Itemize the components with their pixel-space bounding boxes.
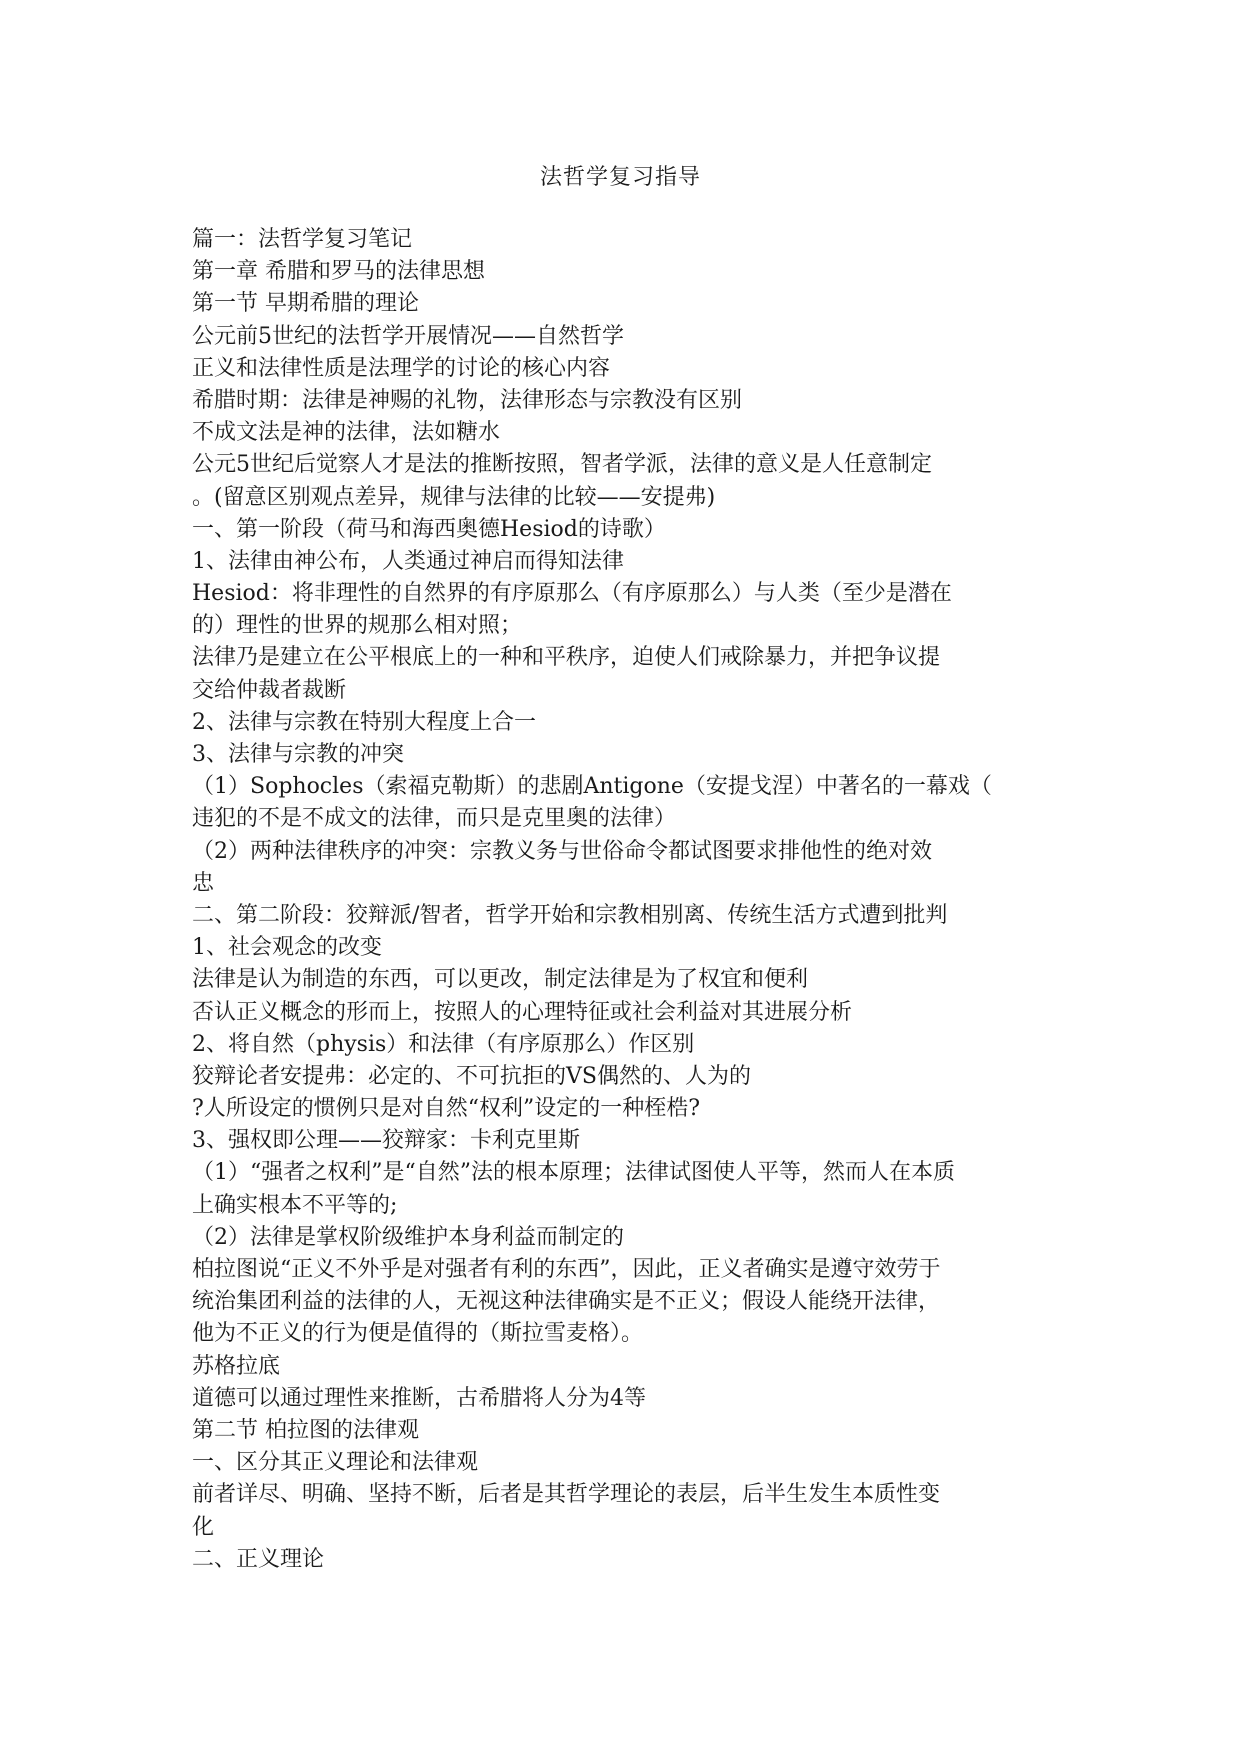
- text-line: 交给仲裁者裁断: [192, 677, 347, 703]
- document-body: [192, 224, 1052, 1576]
- document-title: 法哲学复习指导: [539, 165, 701, 190]
- text-line: 正义和法律性质是法理学的讨论的核心内容: [192, 355, 611, 381]
- text-line: 1、社会观念的改变: [192, 935, 382, 961]
- text-line: ?人所设定的惯例只是对自然“权利”设定的一种桎梏?: [192, 1096, 701, 1122]
- text-line: 2、将自然（physis）和法律（有序原那么）作区别: [192, 1031, 695, 1057]
- text-line: 统治集团利益的法律的人，无视这种法律确实是不正义；假设人能绕开法律，: [192, 1289, 941, 1315]
- text-line: （1）“强者之权利”是“自然”法的根本原理；法律试图使人平等，然而人在本质: [192, 1160, 955, 1186]
- text-line: 前者详尽、明确、坚持不断，后者是其哲学理论的表层，后半生发生本质性变: [192, 1482, 941, 1508]
- text-line: 苏格拉底: [192, 1353, 281, 1379]
- text-line: 违犯的不是不成文的法律，而只是克里奥的法律）: [192, 806, 677, 832]
- text-line: 第一章 希腊和罗马的法律思想: [192, 259, 485, 285]
- text-line: 1、法律由神公布，人类通过神启而得知法律: [192, 548, 624, 574]
- text-line: 篇一：法哲学复习笔记: [192, 227, 413, 252]
- text-line: 法律乃是建立在公平根底上的一种和平秩序，迫使人们戒除暴力，并把争议提: [192, 645, 941, 671]
- text-line: Hesiod：将非理性的自然界的有序原那么（有序原那么）与人类（至少是潜在: [192, 581, 952, 607]
- text-line: 第一节 早期希腊的理论: [192, 291, 419, 317]
- text-line: （2）法律是掌权阶级维护本身利益而制定的: [192, 1224, 624, 1250]
- text-line: 上确实根本不平等的;: [192, 1192, 398, 1218]
- text-line: 不成文法是神的法律，法如糖水: [192, 420, 501, 446]
- text-line: 他为不正义的行为便是值得的（斯拉雪麦格）。: [192, 1321, 644, 1347]
- text-line: 狡辩论者安提弗：必定的、不可抗拒的VS偶然的、人为的: [192, 1063, 751, 1089]
- text-line: 道德可以通过理性来推断，古希腊将人分为4等: [192, 1385, 646, 1411]
- text-line: 化: [192, 1514, 215, 1540]
- text-line: （1）Sophocles（索福克勒斯）的悲剧Antigone（安提戈涅）中著名的一幕戏（: [192, 774, 992, 800]
- text-line: 希腊时期：法律是神赐的礼物，法律形态与宗教没有区别: [192, 387, 743, 413]
- text-line: 公元前5世纪的法哲学开展情况——自然哲学: [192, 323, 624, 349]
- text-line: 一、区分其正义理论和法律观: [192, 1450, 479, 1476]
- text-line: 一、第一阶段（荷马和海西奥德Hesiod的诗歌）: [192, 516, 666, 542]
- text-line: 柏拉图说“正义不外乎是对强者有利的东西”，因此，正义者确实是遵守效劳于: [192, 1257, 941, 1282]
- text-line: 3、法律与宗教的冲突: [192, 742, 404, 767]
- text-line: 第二节 柏拉图的法律观: [192, 1417, 419, 1443]
- text-line: 否认正义概念的形而上，按照人的心理特征或社会利益对其进展分析: [192, 999, 853, 1025]
- text-line: 3、强权即公理——狡辩家：卡利克里斯: [192, 1128, 580, 1154]
- text-line: 公元5世纪后觉察人才是法的推断按照，智者学派，法律的意义是人任意制定: [192, 452, 932, 478]
- text-line: 。(留意区别观点差异，规律与法律的比较——安提弗): [192, 484, 716, 510]
- text-line: 忠: [192, 870, 215, 896]
- text-line: 的）理性的世界的规那么相对照；: [192, 613, 523, 639]
- text-line: 二、第二阶段：狡辩派/智者，哲学开始和宗教相别离、传统生活方式遭到批判: [192, 902, 948, 928]
- text-line: 二、正义理论: [192, 1546, 325, 1572]
- text-line: 法律是认为制造的东西，可以更改，制定法律是为了权宜和便利: [192, 967, 809, 993]
- text-line: （2）两种法律秩序的冲突：宗教义务与世俗命令都试图要求排他性的绝对效: [192, 838, 932, 864]
- text-line: 2、法律与宗教在特别大程度上合一: [192, 709, 536, 735]
